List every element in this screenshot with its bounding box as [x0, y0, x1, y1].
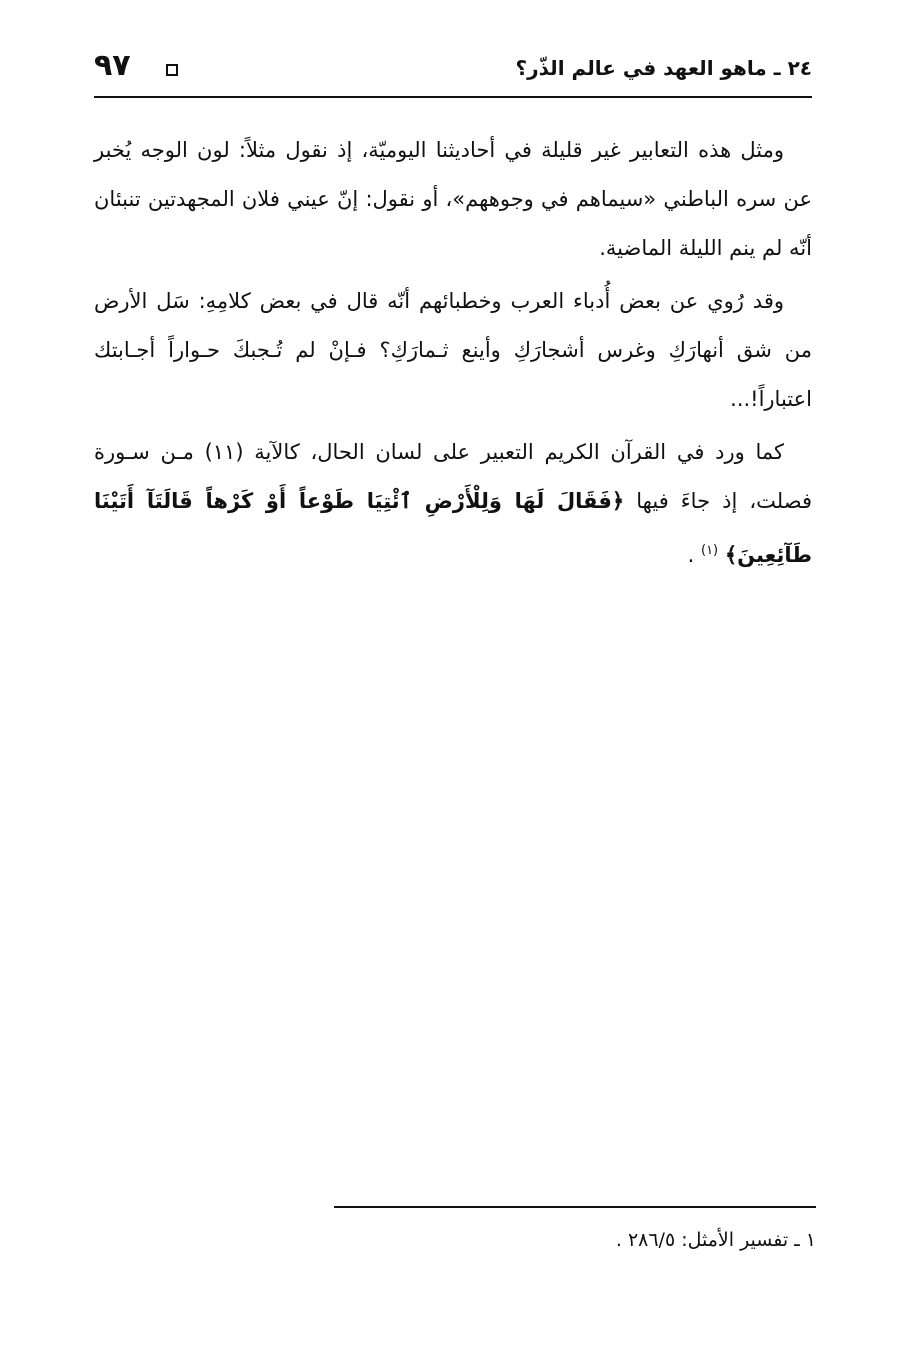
square-ornament-icon [166, 64, 178, 76]
footnote-reference: (١) [700, 543, 719, 558]
chapter-title: ٢٤ ـ ماهو العهد في عالم الذّر؟ [515, 56, 812, 80]
paragraph-3-text: كما ورد في القرآن الكريم التعبير على لسان الحال، كالآية (١١) مـن سـورة فصلت، إذ جاءَ فيها [94, 440, 812, 513]
paragraph-3 [94, 428, 812, 580]
header-divider [94, 96, 812, 98]
quran-verse: ﴿فَقَالَ لَهَا وَلِلْأَرْضِ ٱئْتِيَا طَوْعاً أَوْ كَرْهاً قَالَتَآ أَتَيْنَا طَآئِعِينَ﴾ [94, 489, 812, 567]
footnote-divider [334, 1206, 816, 1208]
main-text [94, 126, 812, 584]
paragraph-1: ومثل هذه التعابير غير قليلة في أحاديثنا اليوميّة، إذ نقول مثلاً: لون الوجه يُخبر عن سره الباطني «سيماهم في وجوههم»، أو نقول: إنّ عيني فلان المجهدتين تنبئان أنّه لم ينم الليلة الماضية. [94, 138, 812, 260]
paragraph-2: وقد رُوي عن بعض أُدباء العرب وخطبائهم أنّه قال في بعض كلامِهِ: سَل الأرض من شق أنهارَكِ وغرس أشجارَكِ وأينع ثـمارَكِ؟ فـإنْ لم تُـجبكَ حـواراً أجـابتك اعتباراً!... [94, 289, 812, 411]
sentence-end: . [687, 543, 695, 567]
page-number: ٩٧ [94, 48, 131, 83]
page-header [94, 48, 812, 94]
footnote: ١ ـ تفسير الأمثل: ٢٨٦/٥ . [615, 1229, 816, 1251]
